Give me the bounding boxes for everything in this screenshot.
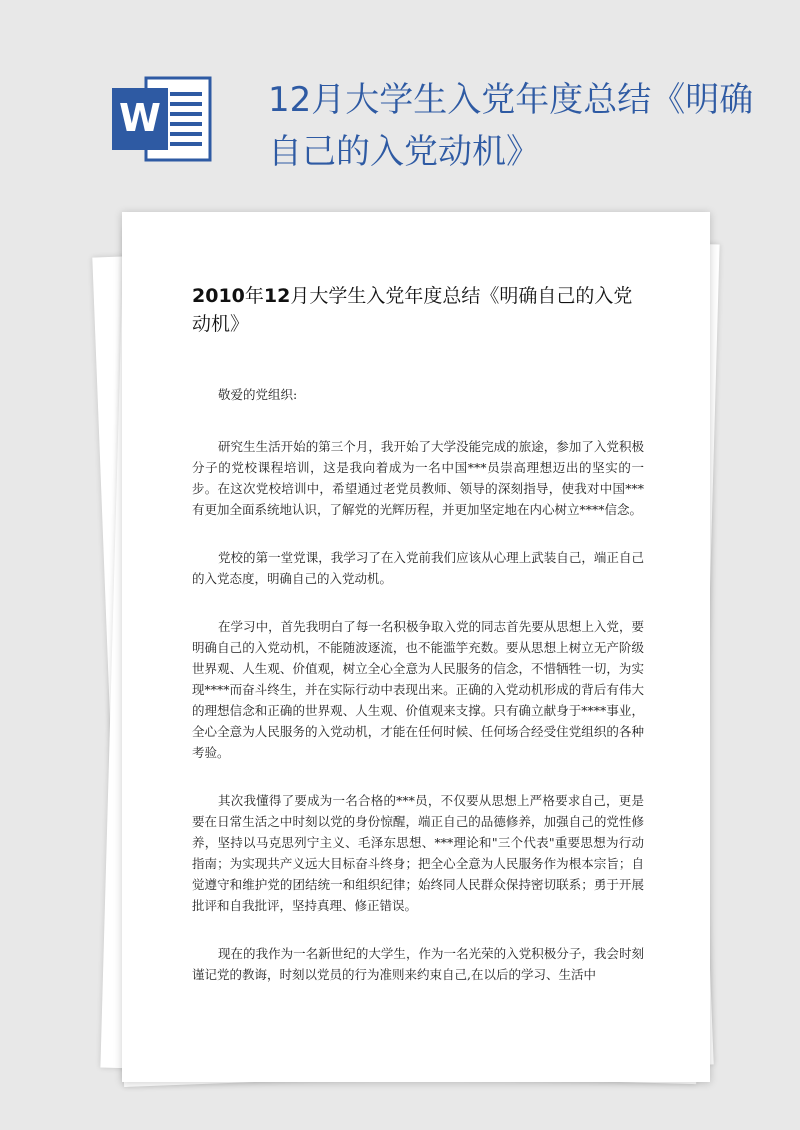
paragraph: 其次我懂得了要成为一名合格的***员，不仅要从思想上严格要求自己，更是要在日常生活之中时刻以党的身份惊醒，端正自己的品德修养，加强自己的党性修养，坚持以马克思列宁主义、毛泽东思想、***理论和"三个代表"重要思想为行动指南；为实现共产义远大目标奋斗终身；把全心全意为人民服务作为根本宗旨；自觉遵守和维护党的团结统一和组织纪律；始终同人民群众保持密切联系；勇于开展批评和自我批评，坚持真理、修正错误。 — [192, 793, 644, 913]
svg-text:W: W — [119, 96, 161, 140]
word-document-icon — [112, 74, 214, 164]
title-month: 12 — [263, 285, 291, 307]
title-year: 2010 — [192, 285, 245, 307]
title-year-char: 年 — [244, 285, 264, 307]
document-title: 12月大学生入党年度总结《明确自己的入党动机》 — [268, 80, 754, 172]
greeting: 敬爱的党组织: — [218, 387, 298, 402]
document-body — [192, 384, 644, 1012]
document-page — [122, 212, 710, 1082]
paragraph: 党校的第一堂党课，我学习了在入党前我们应该从心理上武装自己，端正自己的入党态度，明确自己的入党动机。 — [192, 550, 644, 586]
paragraph: 现在的我作为一名新世纪的大学生，作为一名光荣的入党积极分子，我会时刻谨记党的教诲，时刻以党员的行为准则来约束自己,在以后的学习、生活中 — [192, 946, 644, 982]
title-text: 月大学生入党年度总结《明确自己的入党动机》 — [192, 285, 633, 335]
page-title — [192, 282, 642, 338]
header — [0, 0, 800, 210]
paragraph: 在学习中，首先我明白了每一名积极争取入党的同志首先要从思想上入党，要明确自己的入党动机，不能随波逐流，也不能滥竽充数。要从思想上树立无产阶级世界观、人生观、价值观，树立全心全意为人民服务的信念，不惜牺牲一切，为实现****而奋斗终生，并在实际行动中表现出来。正确的入党动机形成的背后有伟大的理想信念和正确的世界观、人生观、价值观来支撑。只有确立献身于****事业，全心全意为人民服务的入党动机，才能在任何时候、任何场合经受住党组织的各种考验。 — [192, 619, 644, 760]
paragraph: 研究生生活开始的第三个月，我开始了大学没能完成的旅途，参加了入党积极分子的党校课程培训，这是我向着成为一名中国***员崇高理想迈出的坚实的一步。在这次党校培训中，希望通过老党员教师、领导的深刻指导，使我对中国***有更加全面系统地认识，了解党的光辉历程，并更加坚定地在内心树立****信念。 — [192, 439, 644, 517]
